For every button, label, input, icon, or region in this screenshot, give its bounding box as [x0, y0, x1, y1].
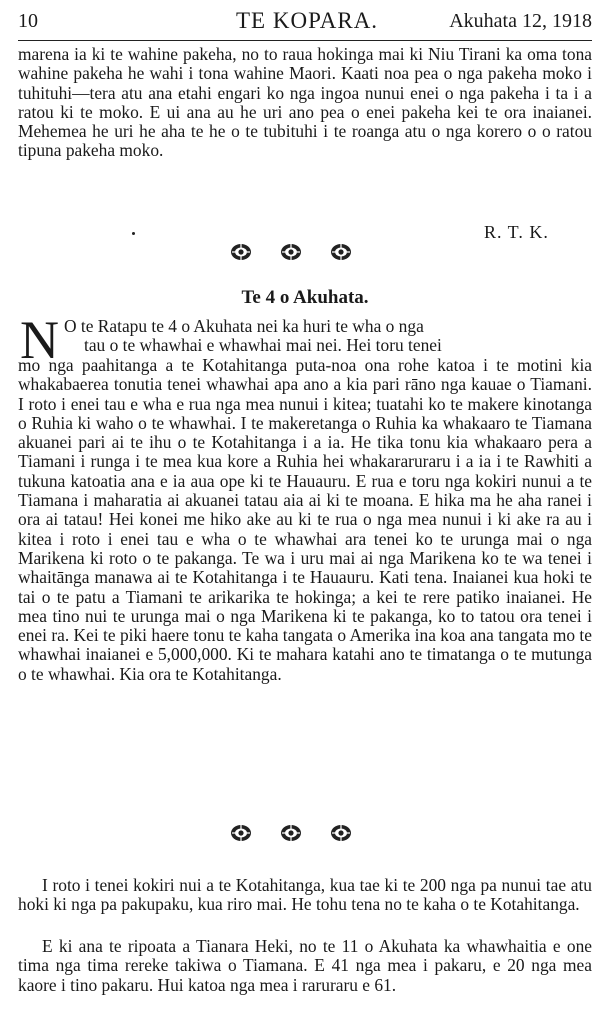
drop-cap: N	[20, 310, 59, 370]
ornament-row-bottom	[230, 824, 352, 842]
section-body: mo nga paahitanga a te Kotahitanga puta-noa ona rohe katoa i te motini kia whakabaerea tonutia tenei whawhai apa ano a kia pari rāno nga kauae o Tiamani. I roto i enei tau e wha e rua nga mea nunui i kitea; tuatahi ko te makere kinotanga o Ruhia ki waho o te whawhai. I te makeretanga o Ruhia ka whakaaro te Tiamana akuanei pari ai te ihu o te Kotahitanga i a ia. He tika tonu kia whakaaro pera a Tiamani i runga i te mea kua kore a Ruhia hei whakararuraru i a ia i te Rawhiti a tukuna katoatia ana e ia aua ope ki te Hauauru. E rua e toru nga kokiri nunui a te Tiamana i maharatia ai akuanei tatau aia ai ki te moana. E hika ma he aha ranei i ora ai tatau! Hei konei me hiko ake au ki te rua o nga mea nunui i ki ake ra au i kitea i roto i enei tau e wha o te whawhai ara tenei ko te urunga mai o nga Marikena ki roto o te pakanga. Te wa i uru mai ai nga Marikena ko te wa tenei i whaitānga manawa ai te Kotahitanga i te Hauauru. Kati tena. Inaianei kua hoki te tai o te patu a Tiamani te arikarika te hokinga; a kei te rere patiko inaianei. He mea tino nui te urunga mai o nga Marikena ki te pakanga, ko to tatou ora tenei i enei ra. Kei te piki haere tonu te kaha tangata o Amerika ina koa ana tangata mo te whawhai inaianei e 5,000,000. Ki te mahara katahi ano te timatanga o te mutunga o te whawhai. Kia ora te Kotahitanga.	[18, 355, 592, 684]
flower-ornament-icon	[230, 824, 252, 842]
newspaper-title: TE KOPARA.	[236, 8, 379, 33]
page-header	[18, 6, 592, 41]
stray-dot	[132, 232, 135, 235]
flower-ornament-icon	[330, 824, 352, 842]
issue-date: Akuhata 12, 1918	[449, 10, 592, 32]
ornament-row-top	[230, 243, 352, 261]
section-second-line: tau o te whawhai e whawhai mai nei. Hei toru tenei	[84, 335, 442, 355]
closing-paragraph-2: E ki ana te ripoata a Tianara Heki, no te 11 o Akuhata ka whawhaitia e one tima nga tima rereke takiwa o Tiamana. E 41 nga mea i pakaru, e 20 nga mea kaore i tino pakaru. Hui katoa nga mea i raruraru e 61.	[18, 936, 592, 995]
closing-paragraph-1: I roto i tenei kokiri nui a te Kotahitanga, kua tae ki te 200 nga pa nunui tae atu hoki ki nga pa pakupaku, kua riro mai. He tohu tena no te kaha o te Kotahitanga.	[18, 875, 592, 915]
section-title: Te 4 o Akuhata.	[241, 287, 369, 308]
intro-paragraph: marena ia ki te wahine pakeha, no to raua hokinga mai ki Niu Tirani ka oma tona wahine pakeha he wahi i tona wahine Maori. Kaati noa pea o nga pakeha moko i tuhituhi—tera atu ana etahi engari ko nga ingoa nunui enei o nga pakeha i ta i a ratou ki te moko. E ui ana au he uri ano pea o enei pakeha kei te ora inaianei. Mehemea he uri he aha te he o te tubituhi i te roanga atu o nga korero o o ratou tipuna pakeha moko.	[18, 44, 592, 161]
flower-ornament-icon	[280, 824, 302, 842]
section-first-line: O te Ratapu te 4 o Akuhata nei ka huri te wha o nga	[64, 316, 424, 336]
flower-ornament-icon	[330, 243, 352, 261]
flower-ornament-icon	[280, 243, 302, 261]
page-number: 10	[18, 10, 38, 32]
author-signature: R. T. K.	[484, 222, 549, 242]
flower-ornament-icon	[230, 243, 252, 261]
